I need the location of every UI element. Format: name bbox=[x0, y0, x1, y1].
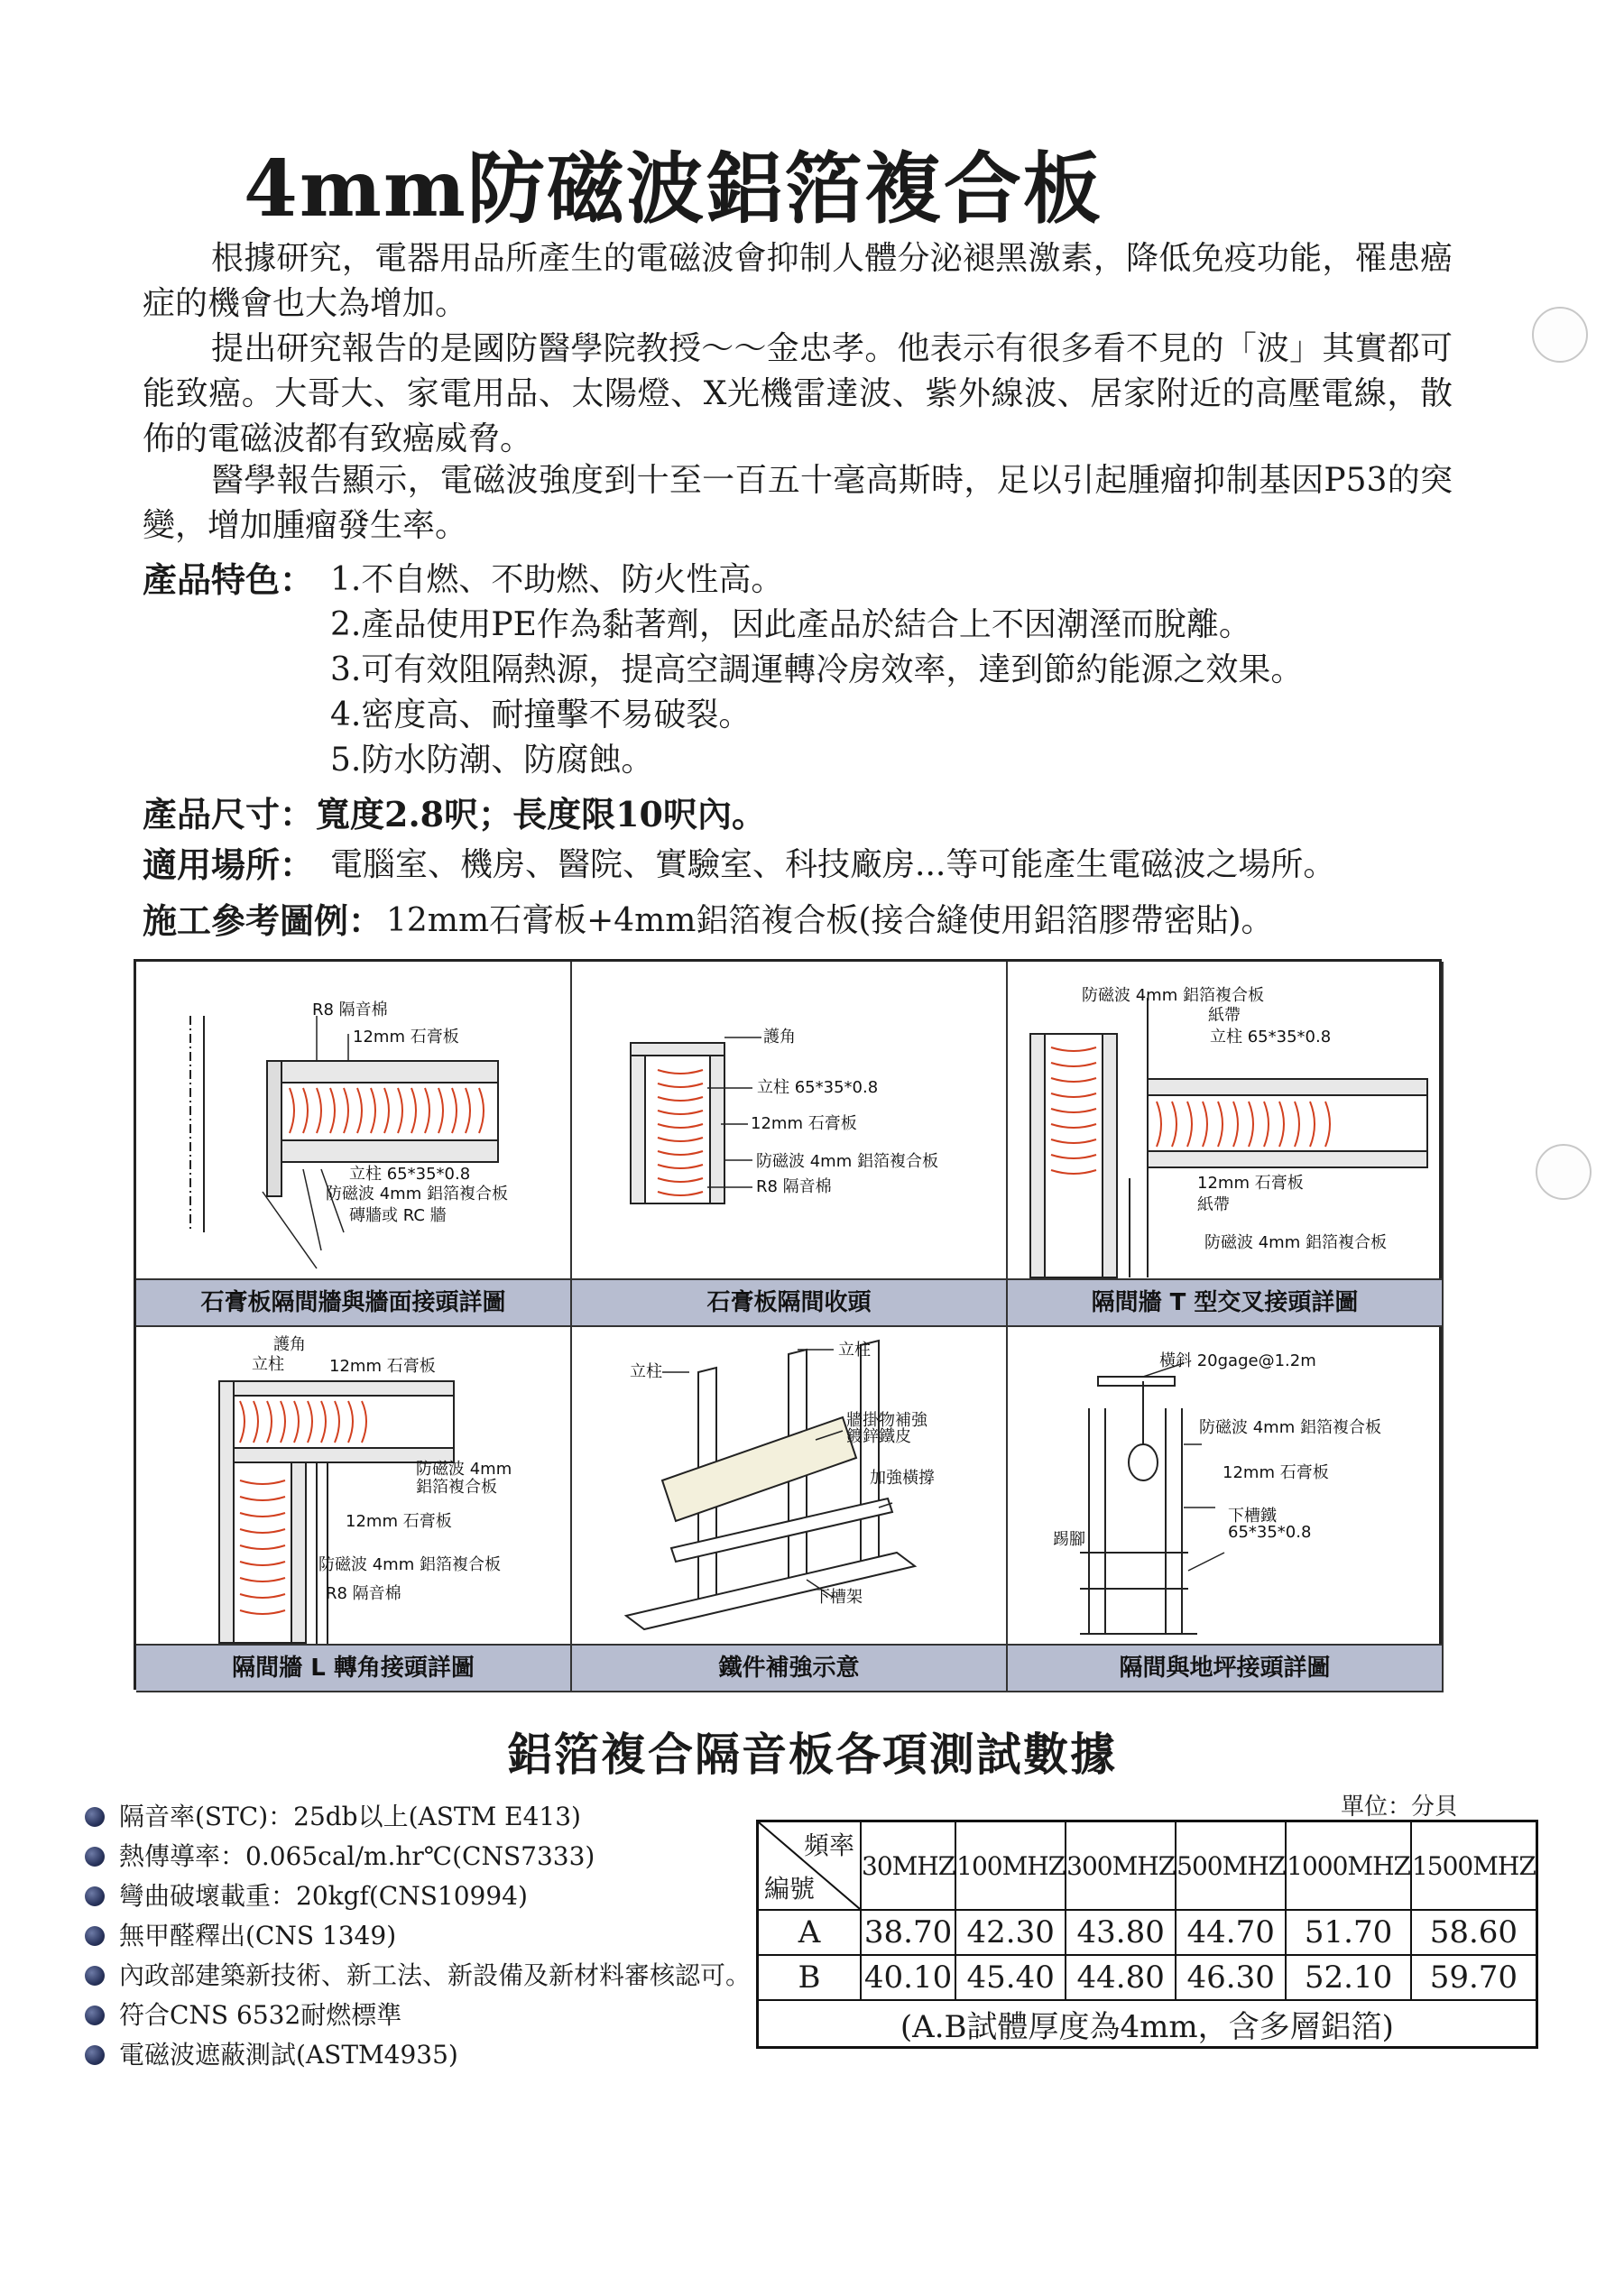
diagram-caption: 隔間與地坪接頭詳圖 bbox=[1008, 1644, 1442, 1691]
diagram-label: 紙帶 bbox=[1208, 1006, 1241, 1025]
spec-item: 無甲醛釋出(CNS 1349) bbox=[81, 1916, 767, 1956]
spec-item: 電磁波遮蔽測試(ASTM4935) bbox=[81, 2035, 767, 2075]
spec-item: 內政部建築新技術、新工法、新設備及新材料審核認可。 bbox=[81, 1956, 767, 1996]
usage-label: 適用場所： bbox=[143, 844, 315, 885]
feature-item: 2.產品使用PE作為黏著劑，因此產品於結合上不因潮溼而脫離。 bbox=[330, 606, 1251, 643]
diagram-label: 12mm 石膏板 bbox=[1197, 1174, 1304, 1193]
diagram-label: 護角 bbox=[763, 1028, 796, 1047]
diagram-label: 牆掛物補強 bbox=[846, 1411, 927, 1430]
table-cell: 44.70 bbox=[1176, 1910, 1286, 1955]
table-unit: 單位：分貝 bbox=[1341, 1793, 1459, 1821]
table-row bbox=[758, 1910, 1537, 1955]
diagram-label: 12mm 石膏板 bbox=[353, 1028, 459, 1047]
size-label: 產品尺寸： bbox=[143, 794, 315, 834]
diagram-label: 立柱 65*35*0.8 bbox=[349, 1165, 471, 1184]
intro-paragraph-2: 提出研究報告的是國防醫學院教授～～金忠孝。他表示有很多看不見的「波」其實都可能致癌。大哥大、家電用品、太陽燈、X光機雷達波、紫外線波、居家附近的高壓電線，散佈的電磁波都有致癌威脅。 bbox=[143, 330, 1453, 457]
table-cell: 52.10 bbox=[1286, 1955, 1411, 2000]
diagram-label: 護角 bbox=[273, 1335, 306, 1354]
diagram-label: 下槽鐵 bbox=[1228, 1507, 1277, 1526]
diagram-label: 防磁波 4mm 鋁箔複合板 bbox=[1082, 986, 1264, 1005]
diagram-label: 加強橫撐 bbox=[870, 1469, 935, 1488]
bullet-icon bbox=[85, 1847, 105, 1867]
table-cell: 51.70 bbox=[1286, 1910, 1411, 1955]
diagram-steel-reinforce bbox=[572, 1327, 1008, 1692]
diagram-label: 防磁波 4mm 鋁箔複合板 bbox=[756, 1152, 938, 1171]
l-corner-drawing bbox=[136, 1327, 572, 1691]
intro-paragraph-1: 根據研究，電器用品所產生的電磁波會抑制人體分泌褪黑激素，降低免疫功能，罹患癌症的機會也大為增加。 bbox=[143, 240, 1453, 322]
diagram-label: R8 隔音棉 bbox=[326, 1584, 401, 1603]
table-header: 500MHZ bbox=[1176, 1821, 1286, 1911]
table-note-row bbox=[758, 2000, 1537, 2048]
bullet-icon bbox=[85, 1807, 105, 1827]
table-cell: 43.80 bbox=[1066, 1910, 1176, 1955]
diagram-label: R8 隔音棉 bbox=[756, 1177, 832, 1196]
diagram-caption: 隔間牆 T 型交叉接頭詳圖 bbox=[1008, 1278, 1442, 1325]
table-cell: 38.70 bbox=[861, 1910, 955, 1955]
size-value: 寬度2.8呎；長度限10呎內。 bbox=[316, 794, 766, 834]
construction-diagrams bbox=[134, 959, 1442, 1690]
diagram-wall-end bbox=[572, 962, 1008, 1327]
table-cell: 59.70 bbox=[1411, 1955, 1536, 2000]
table-header: 1500MHZ bbox=[1411, 1821, 1536, 1911]
feature-item: 3.可有效阻隔熱源，提高空調運轉冷房效率，達到節約能源之效果。 bbox=[330, 651, 1304, 688]
diagram-l-corner bbox=[136, 1327, 572, 1692]
diagram-label: 立柱 65*35*0.8 bbox=[1210, 1028, 1332, 1047]
features-label: 產品特色： bbox=[143, 559, 315, 600]
table-cell: A bbox=[758, 1910, 862, 1955]
diagram-label: 防磁波 4mm 鋁箔複合板 bbox=[1199, 1418, 1381, 1437]
diagram-label: 65*35*0.8 bbox=[1228, 1523, 1312, 1542]
diagram-t-junction bbox=[1008, 962, 1444, 1327]
bullet-icon bbox=[85, 2045, 105, 2065]
diagram-label: 下槽架 bbox=[814, 1588, 863, 1607]
floor-joint-drawing bbox=[1008, 1327, 1444, 1691]
steel-reinforce-drawing bbox=[572, 1327, 1008, 1691]
diagram-label: 磚牆或 RC 牆 bbox=[349, 1206, 447, 1225]
construction-label: 施工參考圖例： bbox=[143, 900, 383, 941]
table-note: (A.B試體厚度為4mm，含多層鋁箔) bbox=[758, 2000, 1537, 2048]
test-section-title: 鋁箔複合隔音板各項測試數據 bbox=[507, 1728, 1117, 1781]
diagram-label: 12mm 石膏板 bbox=[751, 1114, 857, 1133]
table-cell: 44.80 bbox=[1066, 1955, 1176, 2000]
spec-item: 熱傳導率：0.065cal/m.hr℃(CNS7333) bbox=[81, 1837, 767, 1876]
spec-item: 隔音率(STC)：25db以上(ASTM E413) bbox=[81, 1797, 767, 1837]
diagram-label: 12mm 石膏板 bbox=[1223, 1463, 1329, 1482]
diagram-label: 立柱 65*35*0.8 bbox=[757, 1078, 879, 1097]
diagram-label: 鋁箔複合板 bbox=[416, 1478, 497, 1497]
diagram-wall-joint bbox=[136, 962, 572, 1327]
diagram-label: 12mm 石膏板 bbox=[329, 1357, 436, 1376]
intro-paragraph-3: 醫學報告顯示，電磁波強度到十至一百五十毫高斯時，足以引起腫瘤抑制基因P53的突變，增加腫瘤發生率。 bbox=[143, 462, 1453, 544]
feature-item: 1.不自燃、不助燃、防火性高。 bbox=[330, 561, 784, 598]
diagram-floor-joint bbox=[1008, 1327, 1444, 1692]
diagram-caption: 石膏板隔間收頭 bbox=[572, 1278, 1006, 1325]
diagram-label: 防磁波 4mm 鋁箔複合板 bbox=[326, 1185, 508, 1203]
table-cell: 45.40 bbox=[955, 1955, 1066, 2000]
diagram-label: 紙帶 bbox=[1197, 1195, 1230, 1214]
feature-item: 4.密度高、耐撞擊不易破裂。 bbox=[330, 696, 752, 733]
punch-hole-top bbox=[1532, 307, 1588, 363]
table-cell: 40.10 bbox=[861, 1955, 955, 2000]
diagram-label: 防磁波 4mm bbox=[416, 1460, 512, 1479]
bullet-icon bbox=[85, 1886, 105, 1906]
table-header: 1000MHZ bbox=[1286, 1821, 1411, 1911]
diagram-label: 立柱 bbox=[630, 1362, 662, 1381]
diagram-label: 12mm 石膏板 bbox=[346, 1512, 452, 1531]
diagram-label: 橫斜 20gage@1.2m bbox=[1159, 1351, 1316, 1370]
diagram-caption: 鐵件補強示意 bbox=[572, 1644, 1006, 1691]
usage-value: 電腦室、機房、醫院、實驗室、科技廠房...等可能產生電磁波之場所。 bbox=[330, 846, 1336, 883]
table-header: 30MHZ bbox=[861, 1821, 955, 1911]
table-header: 100MHZ bbox=[955, 1821, 1066, 1911]
table-cell: 46.30 bbox=[1176, 1955, 1286, 2000]
diagram-label: 鍍鋅鐵皮 bbox=[846, 1427, 911, 1446]
spec-item: 彎曲破壞載重：20kgf(CNS10994) bbox=[81, 1876, 767, 1916]
diagram-label: 立柱 bbox=[838, 1341, 871, 1360]
bullet-icon bbox=[85, 2006, 105, 2025]
feature-item: 5.防水防潮、防腐蝕。 bbox=[330, 742, 654, 779]
test-data-table bbox=[756, 1820, 1538, 2049]
diagram-caption: 石膏板隔間牆與牆面接頭詳圖 bbox=[136, 1278, 570, 1325]
table-corner-cell: 頻率 編號 bbox=[758, 1821, 862, 1911]
table-cell: B bbox=[758, 1955, 862, 2000]
wall-end-drawing bbox=[572, 962, 1008, 1327]
table-row bbox=[758, 1955, 1537, 2000]
diagram-label: 立柱 bbox=[252, 1355, 284, 1374]
punch-hole-bottom bbox=[1536, 1144, 1592, 1200]
spec-item: 符合CNS 6532耐燃標準 bbox=[81, 1996, 767, 2035]
diagram-caption: 隔間牆 L 轉角接頭詳圖 bbox=[136, 1644, 570, 1691]
spec-list bbox=[81, 1797, 767, 2075]
bullet-icon bbox=[85, 1966, 105, 1986]
diagram-label: 防磁波 4mm 鋁箔複合板 bbox=[318, 1555, 501, 1574]
table-cell: 42.30 bbox=[955, 1910, 1066, 1955]
table-cell: 58.60 bbox=[1411, 1910, 1536, 1955]
construction-value: 12mm石膏板+4mm鋁箔複合板(接合縫使用鋁箔膠帶密貼)。 bbox=[386, 902, 1274, 939]
table-header-row bbox=[758, 1821, 1537, 1911]
diagram-label: 防磁波 4mm 鋁箔複合板 bbox=[1204, 1233, 1387, 1252]
page-title: 4mm防磁波鋁箔複合板 bbox=[244, 143, 1103, 235]
diagram-label: 踢腳 bbox=[1053, 1530, 1085, 1549]
diagram-label: R8 隔音棉 bbox=[312, 1000, 388, 1019]
table-header: 300MHZ bbox=[1066, 1821, 1176, 1911]
bullet-icon bbox=[85, 1926, 105, 1946]
